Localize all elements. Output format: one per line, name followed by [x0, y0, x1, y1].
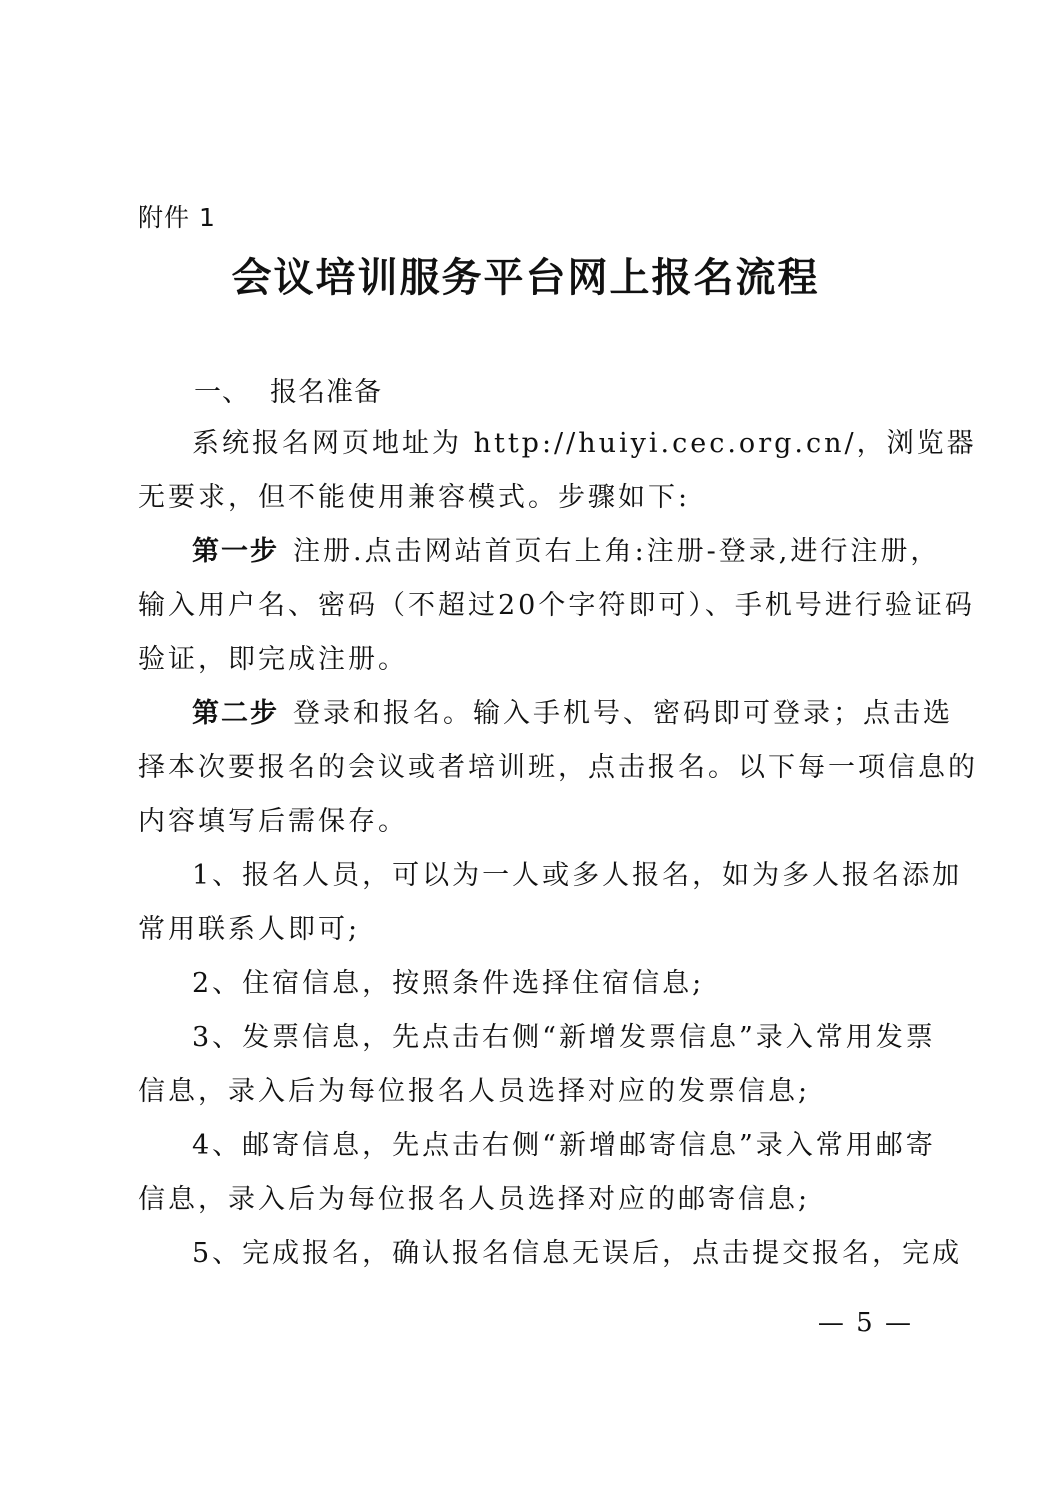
section-heading-text: 报名准备: [270, 377, 382, 408]
item3-line-2: 信息，录入后为每位报名人员选择对应的发票信息;: [138, 1076, 811, 1107]
step2-line-3: 内容填写后需保存。: [138, 806, 408, 837]
step1-text: 注册.点击网站首页右上角:注册-登录,进行注册，: [293, 536, 941, 567]
item4-line-1: 4、邮寄信息，先点击右侧“新增邮寄信息”录入常用邮寄: [192, 1130, 936, 1161]
step2-text: 登录和报名。输入手机号、密码即可登录；点击选: [293, 698, 953, 729]
section-heading: [194, 370, 382, 409]
item5-line-1: 5、完成报名，确认报名信息无误后，点击提交报名，完成: [192, 1238, 963, 1269]
intro-line-2: 无要求，但不能使用兼容模式。步骤如下:: [138, 482, 691, 513]
item3-line-1: 3、发票信息，先点击右侧“新增发票信息”录入常用发票: [192, 1022, 936, 1053]
item2-line-1: 2、住宿信息，按照条件选择住宿信息;: [192, 968, 705, 999]
step2-label: 第二步: [192, 698, 279, 729]
section-number: 一、: [194, 377, 250, 408]
item1-line-2: 常用联系人即可;: [138, 914, 361, 945]
step1-line-2: 输入用户名、密码（不超过20个字符即可）、手机号进行验证码: [138, 590, 975, 621]
item1-line-1: 1、报名人员，可以为一人或多人报名，如为多人报名添加: [192, 860, 963, 891]
step1-line-1: [192, 532, 940, 572]
step1-line-3: 验证，即完成注册。: [138, 644, 408, 675]
document-title: 会议培训服务平台网上报名流程: [231, 255, 820, 301]
attachment-label: 附件 1: [138, 203, 216, 232]
item4-line-2: 信息，录入后为每位报名人员选择对应的邮寄信息;: [138, 1184, 811, 1215]
step2-line-1: [192, 694, 953, 734]
step1-label: 第一步: [192, 536, 279, 567]
step2-line-2: 择本次要报名的会议或者培训班，点击报名。以下每一项信息的: [138, 752, 978, 783]
intro-line-1: 系统报名网页地址为 http://huiyi.cec.org.cn/，浏览器: [192, 428, 977, 459]
page-number: — 5 —: [817, 1308, 913, 1338]
